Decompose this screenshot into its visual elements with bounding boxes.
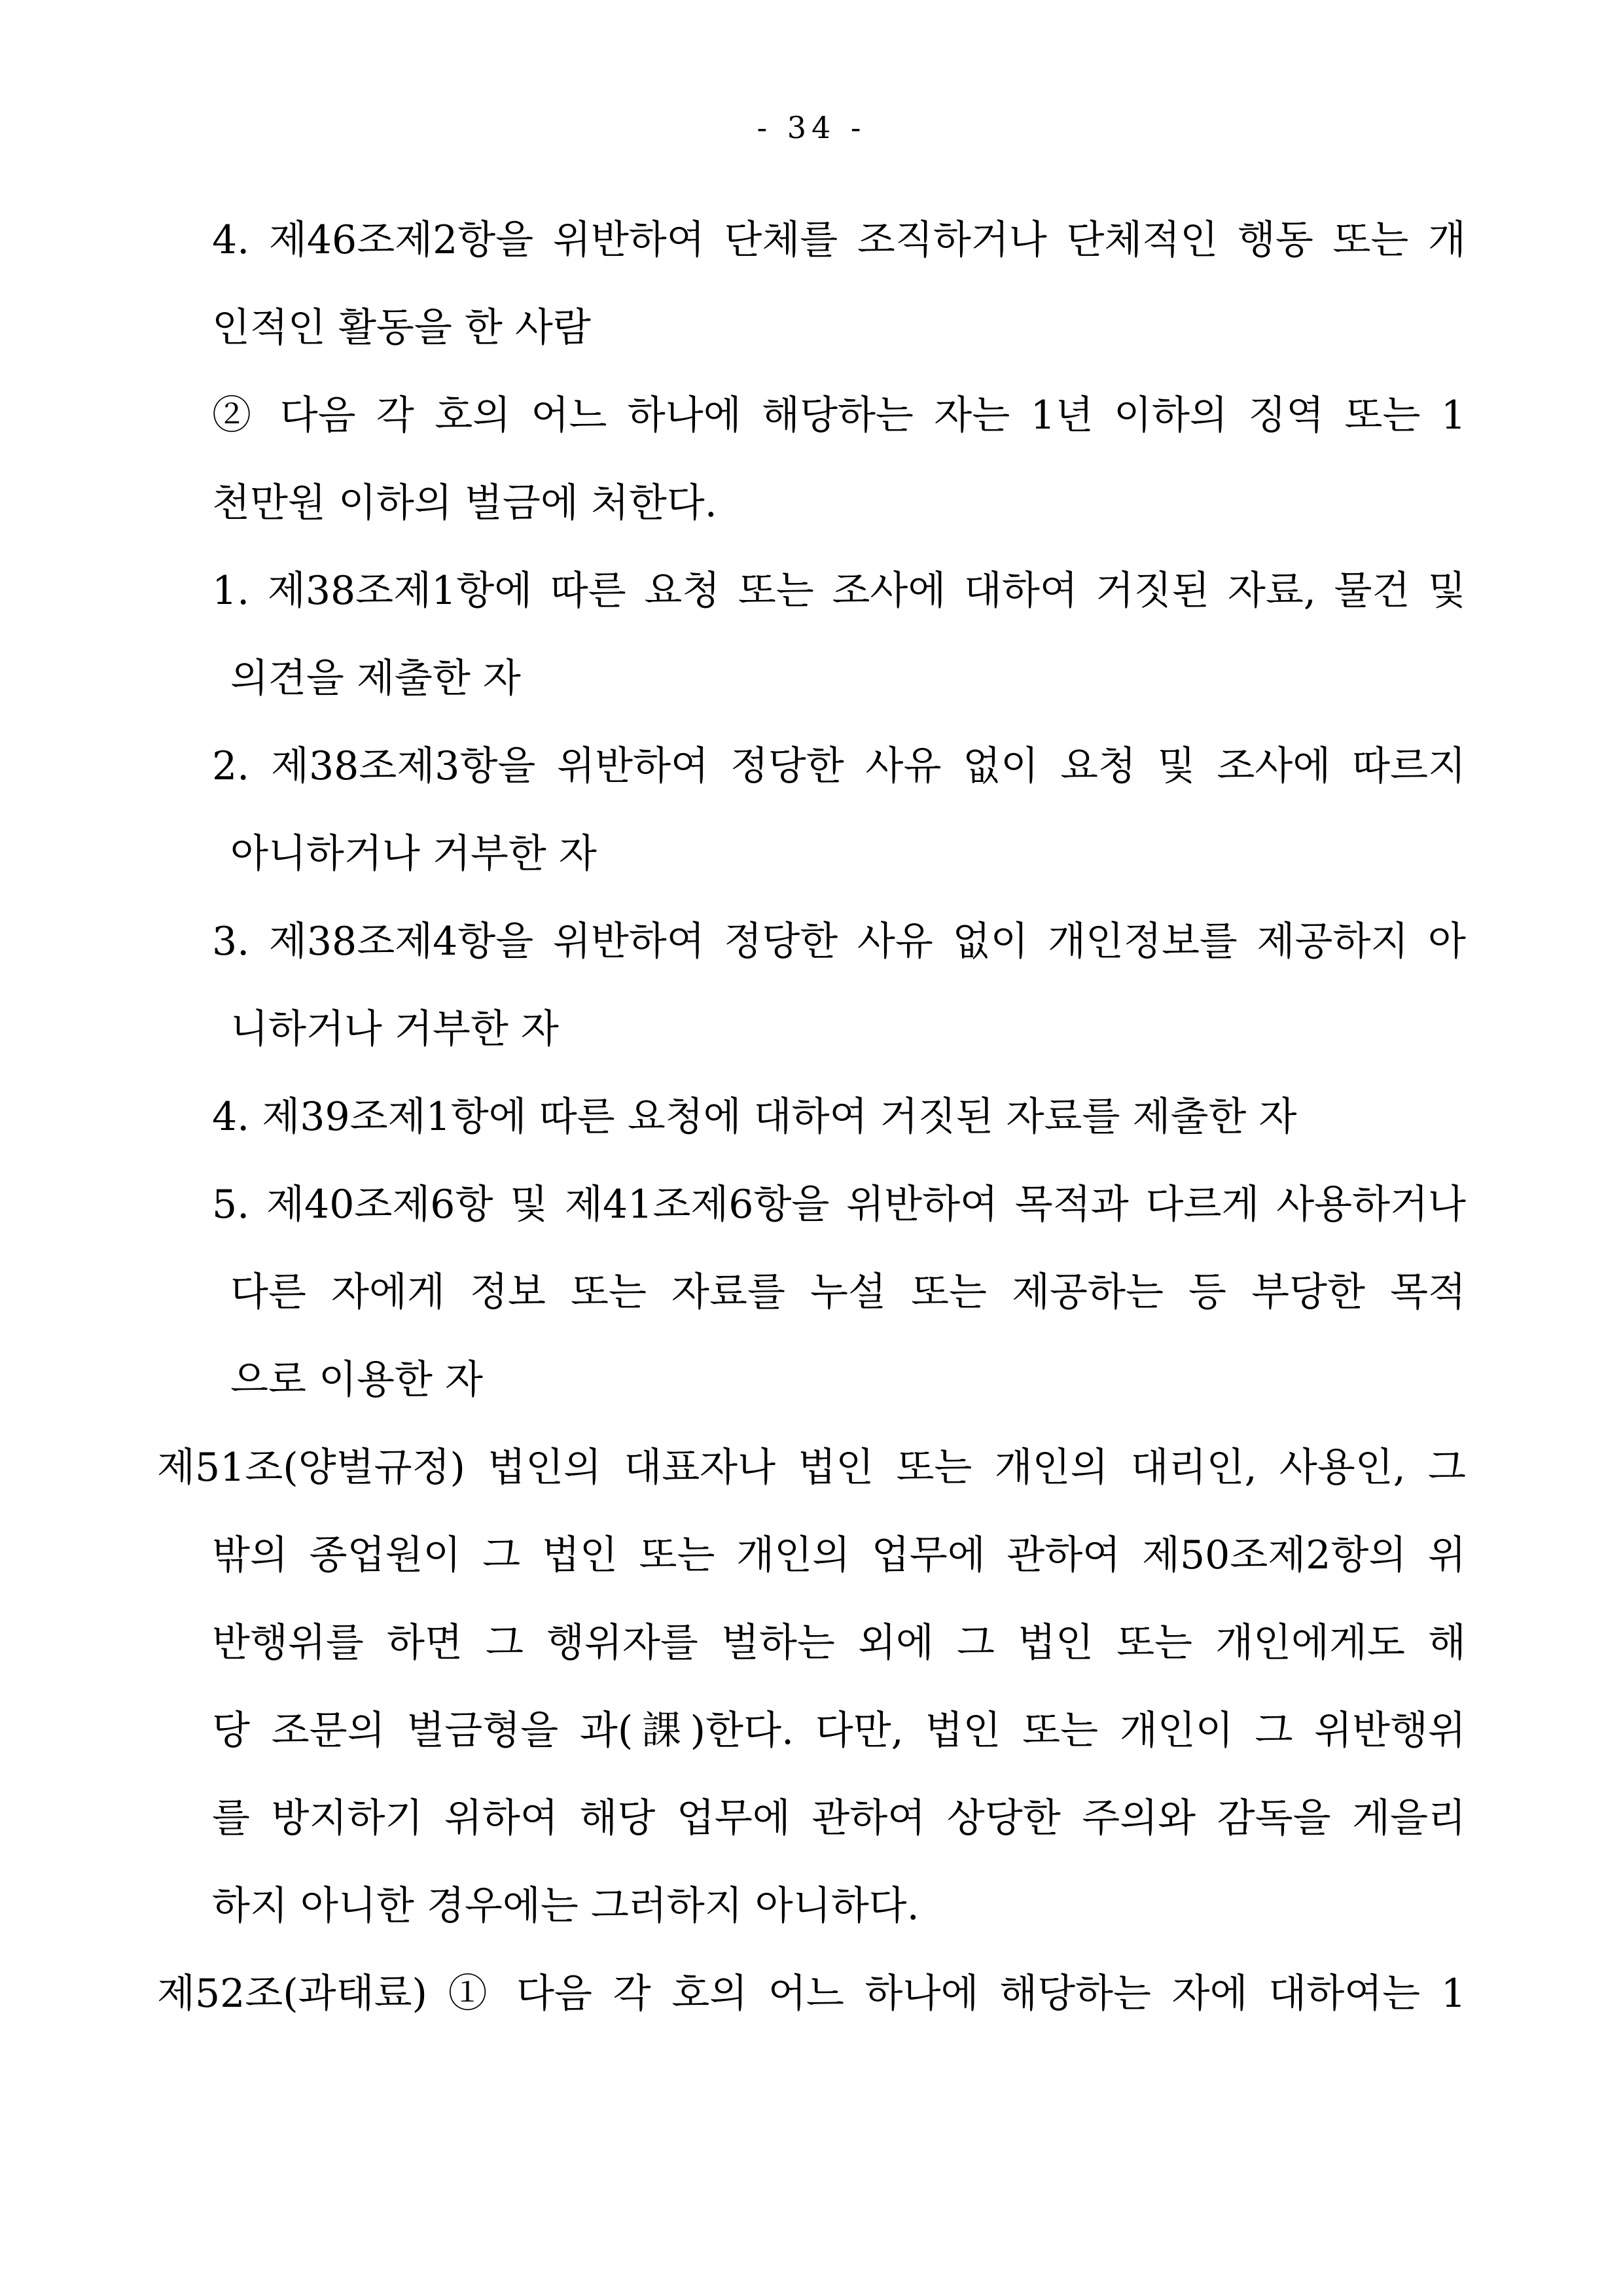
text-line: 제52조(과태료) ① 다음 각 호의 어느 하나에 해당하는 자에 대하여는 1: [157, 1971, 1466, 2017]
text-line: 1. 제38조제1항에 따른 요청 또는 조사에 대하여 거짓된 자료, 물건 및: [212, 568, 1466, 614]
text-line: 를 방지하기 위하여 해당 업무에 관하여 상당한 주의와 감독을 게을리: [212, 1795, 1466, 1841]
text-line: 4. 제39조제1항에 따른 요청에 대하여 거짓된 자료를 제출한 자: [212, 1094, 1297, 1140]
text-line: 3. 제38조제4항을 위반하여 정당한 사유 없이 개인정보를 제공하지 아: [212, 919, 1466, 964]
text-line: 으로 이용한 자: [230, 1357, 483, 1403]
text-line: 5. 제40조제6항 및 제41조제6항을 위반하여 목적과 다르게 사용하거나: [212, 1182, 1466, 1227]
text-line: 반행위를 하면 그 행위자를 벌하는 외에 그 법인 또는 개인에게도 해: [212, 1620, 1466, 1666]
page-number: - 34 -: [757, 110, 866, 145]
text-line: 다른 자에게 정보 또는 자료를 누설 또는 제공하는 등 부당한 목적: [230, 1269, 1466, 1315]
text-line: ② 다음 각 호의 어느 하나에 해당하는 자는 1년 이하의 징역 또는 1: [212, 393, 1466, 438]
text-line: 2. 제38조제3항을 위반하여 정당한 사유 없이 요청 및 조사에 따르지: [212, 743, 1466, 789]
text-line: 인적인 활동을 한 사람: [212, 305, 591, 351]
text-line: 제51조(양벌규정) 법인의 대표자나 법인 또는 개인의 대리인, 사용인, 그: [157, 1445, 1466, 1491]
text-line: 4. 제46조제2항을 위반하여 단체를 조직하거나 단체적인 행동 또는 개: [212, 217, 1466, 263]
text-line: 의견을 제출한 자: [230, 656, 521, 701]
text-line: 천만원 이하의 벌금에 처한다.: [212, 480, 717, 526]
text-line: 하지 아니한 경우에는 그러하지 아니하다.: [212, 1883, 919, 1929]
document-body: [157, 196, 1466, 2038]
text-line: 당 조문의 벌금형을 과(課)한다. 다만, 법인 또는 개인이 그 위반행위: [212, 1708, 1466, 1754]
text-line: 아니하거나 거부한 자: [230, 831, 597, 877]
text-line: 니하거나 거부한 자: [230, 1006, 559, 1052]
text-line: 밖의 종업원이 그 법인 또는 개인의 업무에 관하여 제50조제2항의 위: [212, 1532, 1466, 1578]
